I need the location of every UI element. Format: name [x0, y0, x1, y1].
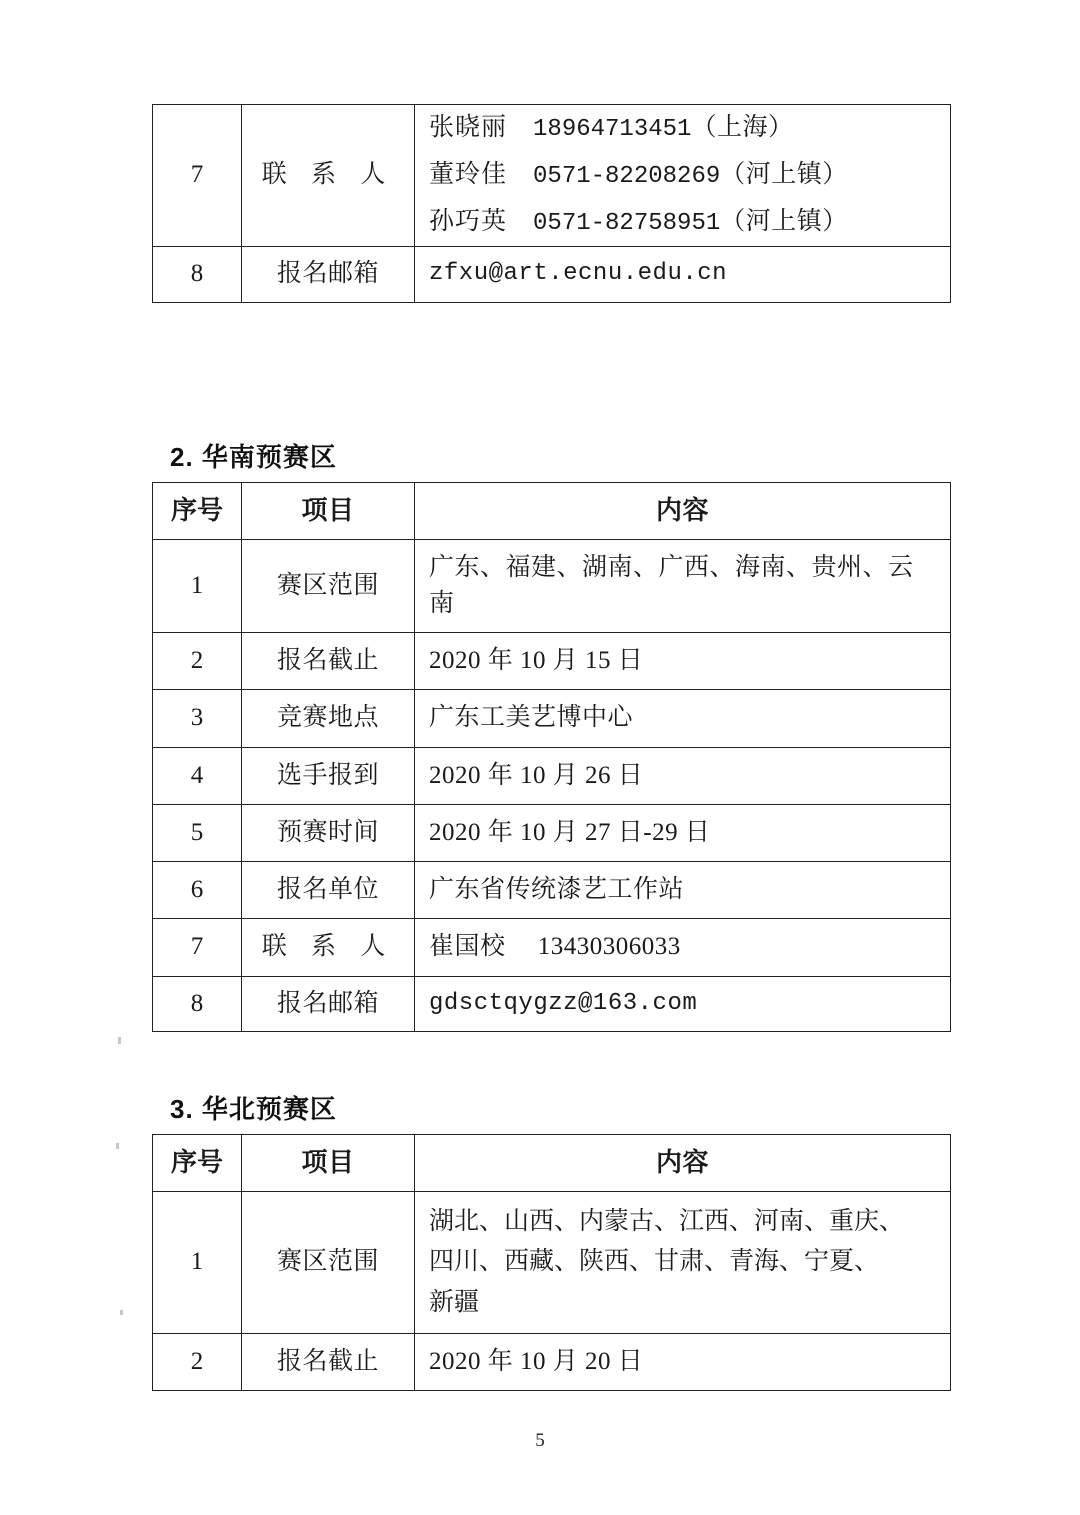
section-heading-north-china: 3. 华北预赛区 — [170, 1094, 337, 1124]
contact-location: （河上镇） — [720, 161, 848, 188]
row-number-cell — [153, 919, 242, 976]
row-number: 5 — [190, 818, 204, 846]
row-number: 7 — [190, 161, 204, 189]
header-number-cell — [153, 483, 242, 540]
table-row — [153, 539, 951, 633]
row-number-cell — [153, 539, 242, 633]
table-row — [153, 804, 951, 861]
row-number-cell — [153, 1191, 242, 1334]
contact-entry — [415, 199, 950, 246]
header-item-cell — [242, 483, 415, 540]
row-item-cell — [242, 1191, 415, 1334]
row-item-label: 联 系 人 — [261, 161, 395, 189]
table-row — [153, 1334, 951, 1391]
row-item-label: 报名邮箱 — [276, 989, 379, 1017]
registration-email: gdsctqygzz@163.com — [429, 989, 698, 1017]
row-content-cell — [415, 862, 951, 919]
row-content: 广东省传统漆艺工作站 — [429, 876, 685, 904]
row-item-cell — [242, 105, 415, 247]
row-content-cell — [415, 747, 951, 804]
table-contacts-continued — [152, 104, 951, 303]
row-number: 2 — [190, 647, 204, 675]
section-heading-south-china: 2. 华南预赛区 — [170, 442, 337, 472]
row-number-cell — [153, 690, 242, 747]
row-content-line: 湖北、山西、内蒙古、江西、河南、重庆、 — [429, 1207, 905, 1235]
row-number: 6 — [190, 876, 204, 904]
page-number: 5 — [535, 1430, 545, 1451]
header-number-label: 序号 — [170, 1148, 223, 1177]
row-content-cell — [415, 247, 951, 303]
scan-artifact — [120, 1310, 123, 1315]
scan-artifact — [118, 1037, 121, 1044]
scan-artifact — [116, 1143, 119, 1149]
row-number: 8 — [190, 260, 204, 288]
table-row — [153, 1191, 951, 1334]
row-content-line: 四川、西藏、陕西、甘肃、青海、宁夏、 — [429, 1248, 880, 1276]
row-item-cell — [242, 633, 415, 690]
row-content: 广东工美艺博中心 — [429, 704, 634, 732]
row-number: 7 — [190, 933, 204, 961]
row-item-cell — [242, 862, 415, 919]
row-number-cell — [153, 247, 242, 303]
row-content: 2020 年 10 月 20 日 — [429, 1348, 644, 1376]
header-number-label: 序号 — [170, 496, 223, 525]
header-content-label: 内容 — [655, 496, 709, 525]
header-item-label: 项目 — [301, 496, 355, 525]
row-item-cell — [242, 804, 415, 861]
row-item-label: 赛区范围 — [276, 1248, 379, 1276]
row-item-label: 报名邮箱 — [276, 260, 379, 288]
header-content-label: 内容 — [655, 1148, 709, 1177]
row-content-cell — [415, 1334, 951, 1391]
contact-entry — [415, 152, 950, 199]
row-item-cell — [242, 976, 415, 1032]
contact-phone: 18964713451 — [533, 116, 692, 143]
row-item-label: 报名截止 — [276, 647, 379, 675]
row-number-cell — [153, 804, 242, 861]
table-header-row — [153, 1135, 951, 1192]
row-number: 8 — [190, 989, 204, 1017]
contact-name: 董玲佳 — [429, 161, 508, 188]
row-content-cell — [415, 105, 951, 247]
row-number: 3 — [190, 704, 204, 732]
contact-name: 张晓丽 — [429, 114, 508, 141]
row-item-cell — [242, 247, 415, 303]
row-item-cell — [242, 690, 415, 747]
row-number: 1 — [190, 571, 204, 599]
row-item-label: 报名截止 — [276, 1348, 379, 1376]
row-content: 2020 年 10 月 27 日-29 日 — [429, 818, 711, 846]
table-row — [153, 247, 951, 303]
table-row — [153, 747, 951, 804]
row-content-line: 新疆 — [429, 1288, 480, 1316]
contact-phone: 0571-82208269 — [533, 163, 721, 190]
header-number-cell — [153, 1135, 242, 1192]
row-number-cell — [153, 633, 242, 690]
row-number-cell — [153, 1334, 242, 1391]
row-content: 2020 年 10 月 15 日 — [429, 647, 644, 675]
table-header-row — [153, 483, 951, 540]
row-content-cell — [415, 1191, 951, 1334]
row-item-label: 联 系 人 — [261, 933, 395, 961]
row-content-cell — [415, 976, 951, 1032]
header-item-cell — [242, 1135, 415, 1192]
table-row — [153, 862, 951, 919]
row-number: 1 — [190, 1248, 204, 1276]
row-number-cell — [153, 747, 242, 804]
table-row — [153, 633, 951, 690]
table-row — [153, 976, 951, 1032]
row-item-cell — [242, 747, 415, 804]
row-item-cell — [242, 539, 415, 633]
row-item-label: 竞赛地点 — [276, 704, 379, 732]
row-number-cell — [153, 862, 242, 919]
row-content: 2020 年 10 月 26 日 — [429, 761, 644, 789]
row-number-cell — [153, 976, 242, 1032]
header-item-label: 项目 — [301, 1148, 355, 1177]
table-north-china — [152, 1134, 951, 1391]
header-content-cell — [415, 483, 951, 540]
contact-name: 孙巧英 — [429, 208, 508, 235]
row-item-cell — [242, 919, 415, 976]
contact-phone: 0571-82758951 — [533, 210, 721, 237]
row-content-cell — [415, 633, 951, 690]
contact-location: （河上镇） — [720, 208, 848, 235]
header-content-cell — [415, 1135, 951, 1192]
row-item-label: 报名单位 — [276, 876, 379, 904]
row-item-label: 赛区范围 — [276, 571, 379, 599]
contact-location: （上海） — [691, 114, 794, 141]
row-content: 崔国校 13430306033 — [429, 933, 681, 961]
row-number: 4 — [190, 761, 204, 789]
row-item-label: 选手报到 — [276, 761, 379, 789]
table-row — [153, 105, 951, 247]
contact-entry — [415, 105, 950, 152]
row-item-cell — [242, 1334, 415, 1391]
row-item-label: 预赛时间 — [276, 818, 379, 846]
registration-email: zfxu@art.ecnu.edu.cn — [429, 260, 728, 287]
row-number-cell — [153, 105, 242, 247]
table-south-china — [152, 482, 951, 1032]
row-content-cell — [415, 919, 951, 976]
row-number: 2 — [190, 1348, 204, 1376]
table-row — [153, 690, 951, 747]
row-content-cell — [415, 804, 951, 861]
table-row — [153, 919, 951, 976]
row-content: 广东、福建、湖南、广西、海南、贵州、云南 — [429, 553, 914, 617]
row-content-cell — [415, 690, 951, 747]
row-content-cell — [415, 539, 951, 633]
